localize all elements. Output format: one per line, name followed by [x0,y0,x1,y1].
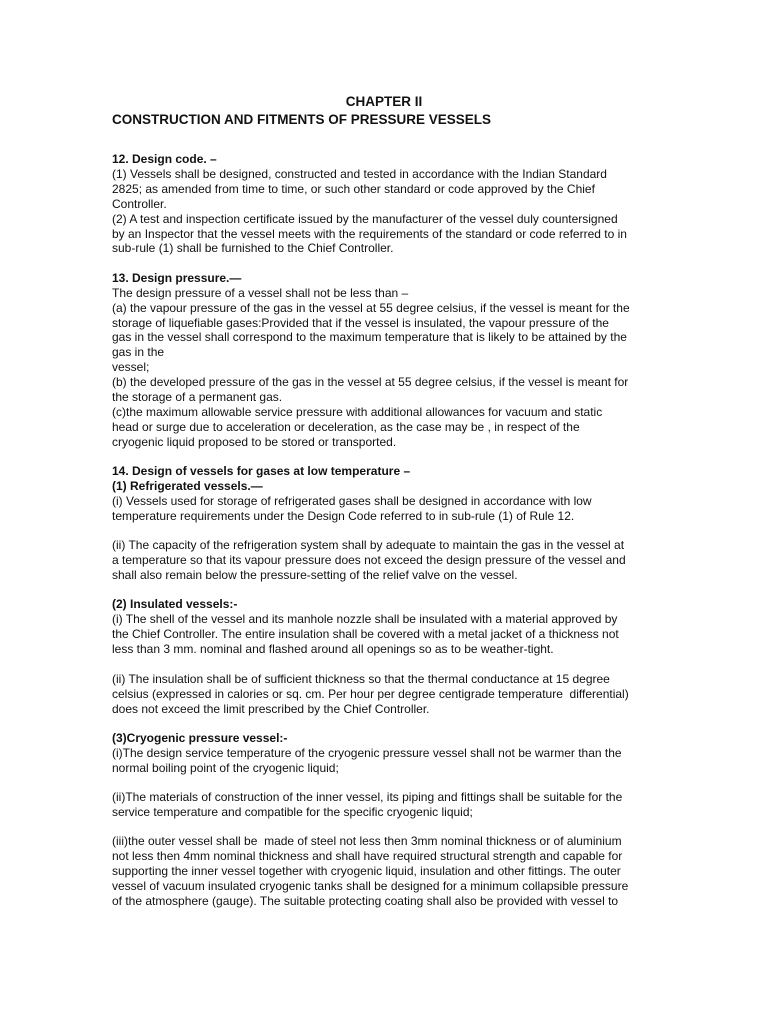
text-line: (ii)The materials of construction of the inner vessel, its piping and fittings shall be suitable for the [112,790,623,804]
text-line: (ii) The insulation shall be of sufficient thickness so that the thermal conductance at 15 degree [112,672,610,686]
text-line: (1) Vessels shall be designed, constructed and tested in accordance with the Indian Standard [112,167,607,181]
section-heading: (2) Insulated vessels:- [112,597,238,611]
text-line: vessel; [112,360,150,374]
text-line: gas in the vessel shall correspond to the maximum temperature that is likely to be attained by the [112,330,627,344]
text-line: temperature requirements under the Design Code referred to in sub-rule (1) of Rule 12. [112,509,575,523]
text-line: the Chief Controller. The entire insulation shall be covered with a metal jacket of a thickness not [112,627,619,641]
text-line: the storage of a permanent gas. [112,390,283,404]
section-heading: 12. Design code. – [112,152,217,166]
text-line: The design pressure of a vessel shall not be less than – [112,286,409,300]
text-line: (i) Vessels used for storage of refrigerated gases shall be designed in accordance with low [112,494,592,508]
text-line: (a) the vapour pressure of the gas in the vessel at 55 degree celsius, if the vessel is meant for the [112,301,630,315]
text-line: by an Inspector that the vessel meets with the requirements of the standard or code referred to in [112,227,627,241]
text-line: shall also remain below the pressure-setting of the relief valve on the vessel. [112,568,518,582]
text-line: (i) The shell of the vessel and its manhole nozzle shall be insulated with a material approved by [112,612,618,626]
text-line: sub-rule (1) shall be furnished to the Chief Controller. [112,241,394,255]
text-line: Controller. [112,197,167,211]
text-line: (b) the developed pressure of the gas in the vessel at 55 degree celsius, if the vessel is meant for [112,375,629,389]
text-line: (c)the maximum allowable service pressure with additional allowances for vacuum and static [112,405,603,419]
text-line: less than 3 mm. nominal and flashed around all openings so as to be weather-tight. [112,642,554,656]
text-line: normal boiling point of the cryogenic liquid; [112,761,339,775]
text-line: storage of liquefiable gases:Provided that if the vessel is insulated, the vapour pressure of the [112,316,609,330]
section-heading: 14. Design of vessels for gases at low temperature – [112,464,411,478]
text-line: celsius (expressed in calories or sq. cm. Per hour per degree centigrade temperature differential) [112,687,629,701]
text-line: supporting the inner vessel together with cryogenic liquid, insulation and other fittings. The outer [112,864,621,878]
text-line: cryogenic liquid proposed to be stored or transported. [112,435,397,449]
text-line: gas in the [112,345,165,359]
chapter-heading: CHAPTER II [345,94,423,109]
text-line: service temperature and compatible for the specific cryogenic liquid; [112,805,473,819]
text-line: 2825; as amended from time to time, or such other standard or code approved by the Chief [112,182,595,196]
text-line: of the atmosphere (gauge). The suitable protecting coating shall also be provided with vessel to [112,894,619,908]
text-line: (2) A test and inspection certificate issued by the manufacturer of the vessel duly countersigned [112,212,618,226]
section-heading: (1) Refrigerated vessels.— [112,479,263,493]
text-line: (ii) The capacity of the refrigeration system shall by adequate to maintain the gas in the vessel at [112,538,625,552]
text-line: does not exceed the limit prescribed by the Chief Controller. [112,702,430,716]
text-line: head or surge due to acceleration or deceleration, as the case may be , in respect of the [112,420,580,434]
section-heading: (3)Cryogenic pressure vessel:- [112,731,288,745]
section-heading: 13. Design pressure.— [112,271,242,285]
text-line: vessel of vacuum insulated cryogenic tanks shall be designed for a minimum collapsible pressure [112,879,629,893]
text-line: not less then 4mm nominal thickness and shall have required structural strength and capable for [112,849,623,863]
text-line: (i)The design service temperature of the cryogenic pressure vessel shall not be warmer than the [112,746,622,760]
text-line: (iii)the outer vessel shall be made of steel not less then 3mm nominal thickness or of aluminium [112,834,622,848]
chapter-title: CONSTRUCTION AND FITMENTS OF PRESSURE VESSELS [112,112,492,127]
text-line: a temperature so that its vapour pressure does not exceed the design pressure of the vessel and [112,553,626,567]
